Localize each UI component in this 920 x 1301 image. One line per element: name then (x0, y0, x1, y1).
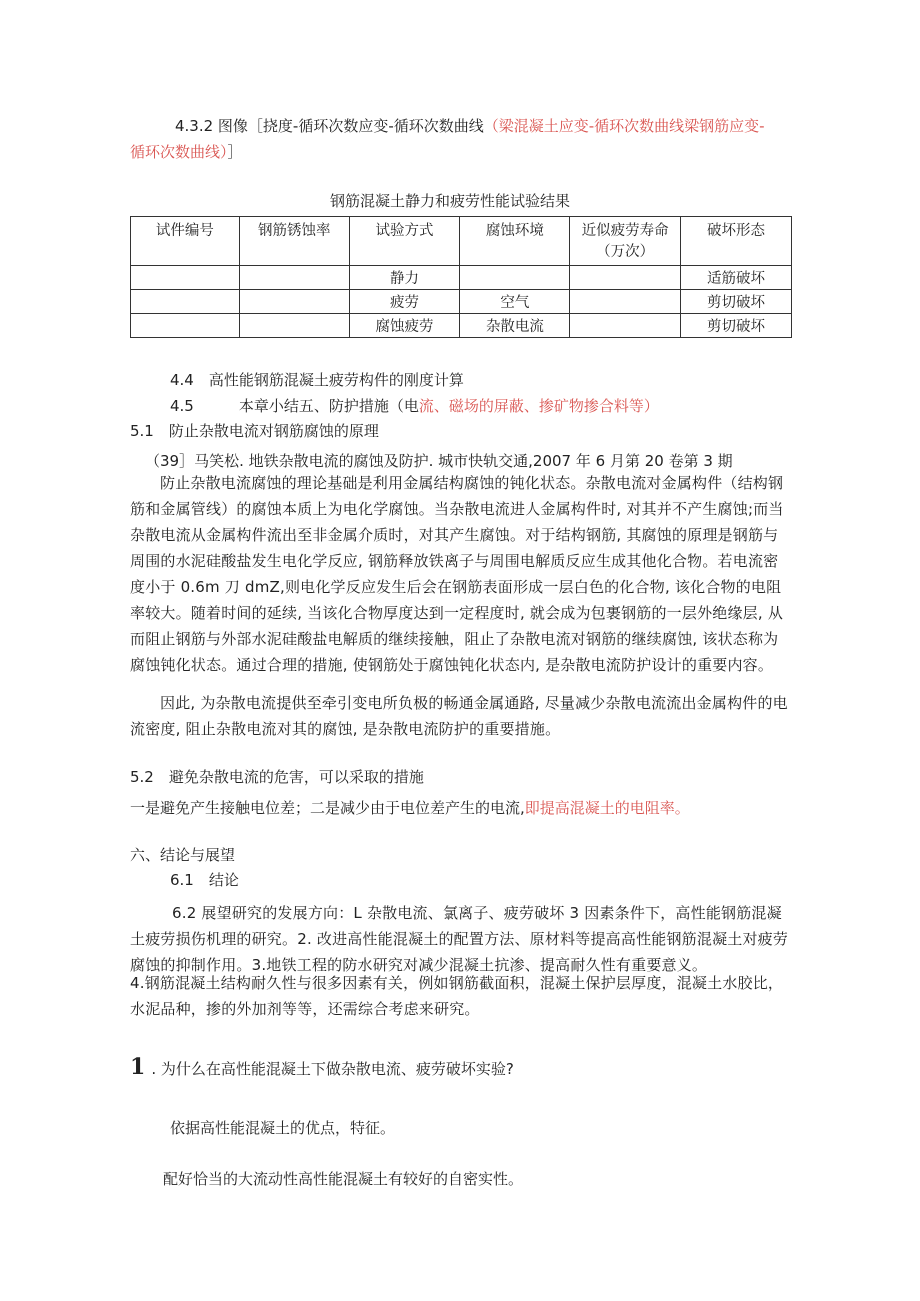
table-row (131, 314, 792, 338)
heading-4-3-2-prefix: 4.3.2 图像［挠度-循环次数应变-循环次数曲线 (175, 117, 484, 135)
paragraph-corrosion-principle: 防止杂散电流腐蚀的理论基础是利用金属结构腐蚀的钝化状态。杂散电流对金属构件（结构钢筋和金属管线）的腐蚀本质上为电化学腐蚀。当杂散电流进人金属构件时, 对其并不产生腐蚀;而当杂散电流从金属构件流出至非金属介质时，对其产生腐蚀。对于结构钢筋, 其腐蚀的原理是钢筋与周围的水泥硅酸盐发生电化学反应, 钢筋释放铁离子与周围电解质反应生成其他化合物。若电流密度小于 0.6m 刀 dmZ,则电化学反应发生后会在钢筋表面形成一层白色的化合物, 该化合物的电阻率较大。随着时间的延续, 当该化合物厚度达到一定程度时, 就会成为包裹钢筋的一层外绝缘层, 从而阻止钢筋与外部水泥硅酸盐电解质的继续接触，阻止了杂散电流对钢筋的继续腐蚀, 该状态称为腐蚀钝化状态。通过合理的措施, 使钢筋处于腐蚀钝化状态内, 是杂散电流防护设计的重要内容。 (130, 474, 784, 674)
section-6: 六、结论与展望 (130, 846, 236, 864)
table-cell: 剪切破坏 (681, 290, 792, 314)
table-row (131, 266, 792, 290)
table-header-cell: 近似疲劳寿命（万次） (570, 217, 681, 266)
table-cell: 适筋破坏 (681, 266, 792, 290)
heading-4-3-2-line2-black: ］ (227, 143, 243, 161)
table-row (131, 290, 792, 314)
table-header-cell: 试验方式 (349, 217, 460, 266)
table-cell (570, 314, 681, 338)
table-cell (570, 290, 681, 314)
paragraph-durability: 4.钢筋混凝土结构耐久性与很多因素有关，例如钢筋截面积，混凝土保护层厚度，混凝土水胶比，水泥品种，掺的外加剂等等，还需综合考虑来研究。 (130, 974, 784, 1018)
section-4-4: 4.4 高性能钢筋混凝土疲劳构件的刚度计算 (170, 371, 464, 389)
table-header-cell: 腐蚀环境 (460, 217, 570, 266)
table-cell (570, 266, 681, 290)
table-cell: 空气 (460, 290, 570, 314)
section-6-1: 6.1 结论 (170, 871, 239, 889)
table-caption: 钢筋混凝土静力和疲劳性能试验结果 (330, 192, 571, 210)
heading-4-3-2 (175, 113, 765, 139)
answer-2: 配好恰当的大流动性高性能混凝土有较好的自密实性。 (163, 1170, 524, 1188)
table-cell (239, 266, 349, 290)
table-cell: 腐蚀疲劳 (349, 314, 460, 338)
heading-4-3-2-red: （梁混凝土应变-循环次数曲线梁钢筋应变- (483, 117, 765, 135)
table-cell (239, 314, 349, 338)
section-4-5-red: 流、磁场的屏蔽、掺矿物掺合料等） (418, 397, 659, 415)
table-header-cell: 破坏形态 (681, 217, 792, 266)
results-table (130, 216, 792, 338)
heading-4-3-2-line2 (130, 139, 243, 165)
answer-1: 依据高性能混凝土的优点，特征。 (170, 1119, 396, 1137)
measures-line (130, 796, 690, 820)
section-4-5 (170, 394, 659, 418)
table-cell (239, 290, 349, 314)
question-1-text: . 为什么在高性能混凝土下做杂散电流、疲劳破坏实验? (151, 1060, 514, 1078)
table-header-row (131, 217, 792, 266)
heading-4-3-2-line2-red: 循环次数曲线） (130, 143, 228, 161)
table-cell: 杂散电流 (460, 314, 570, 338)
measures-black: 一是避免产生接触电位差；二是减少由于电位差产生的电流, (130, 799, 525, 817)
section-5-2: 5.2 避免杂散电流的危害，可以采取的措施 (130, 768, 424, 786)
table-cell (131, 290, 240, 314)
section-4-5-black: 4.5 本章小结五、防护措施（电 (170, 397, 419, 415)
table-cell: 疲劳 (349, 290, 460, 314)
section-5-1: 5.1 防止杂散电流对钢筋腐蚀的原理 (130, 422, 379, 440)
table-header-cell: 钢筋锈蚀率 (239, 217, 349, 266)
reference-citation: （39］马笑松. 地铁杂散电流的腐蚀及防护. 城市快轨交通,2007 年 6 月第 20 卷第 3 期 (145, 452, 733, 470)
table-header-cell: 试件编号 (131, 217, 240, 266)
paragraph-6-2-outlook: 6.2 展望研究的发展方向：L 杂散电流、氯离子、疲劳破坏 3 因素条件下，高性能钢筋混凝土疲劳损伤机理的研究。2. 改进高性能混凝土的配置方法、原材料等提高高性能钢筋混凝土对疲劳腐蚀的抑制作用。3.地铁工程的防水研究对减少混凝土抗渗、提高耐久性有重要意义。 (130, 904, 789, 974)
table-cell (131, 314, 240, 338)
question-1-number: 1 (130, 1054, 146, 1080)
table-cell: 剪切破坏 (681, 314, 792, 338)
question-1 (130, 1052, 514, 1084)
paragraph-protection-measures: 因此, 为杂散电流提供至牵引变电所负极的畅通金属通路, 尽量减少杂散电流流出金属构件的电流密度, 阻止杂散电流对其的腐蚀, 是杂散电流防护的重要措施。 (130, 694, 788, 738)
table-cell: 静力 (349, 266, 460, 290)
table-cell (460, 266, 570, 290)
table-cell (131, 266, 240, 290)
measures-red: 即提高混凝土的电阻率。 (524, 799, 690, 817)
